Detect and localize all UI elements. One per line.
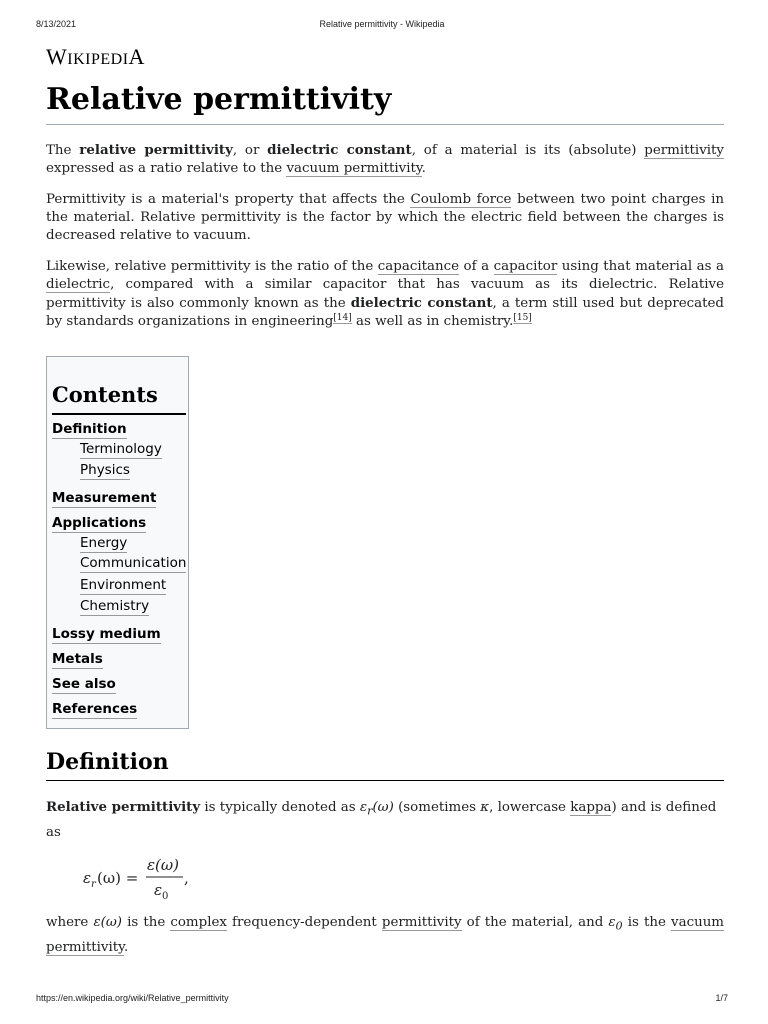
definition-equation	[83, 853, 203, 907]
text: , of a material is its (absolute)	[411, 143, 645, 158]
citation-link[interactable]: [14]	[333, 312, 352, 323]
math-inline	[359, 800, 394, 818]
print-title: Relative permittivity - Wikipedia	[319, 19, 445, 29]
text: of a	[459, 259, 494, 274]
text: between two point charges in the material. Relative permittivity is the factor by which the electric field between the charges is decreased relative to vacuum.	[46, 192, 724, 243]
bold-term: relative permittivity	[79, 142, 233, 158]
text: where	[46, 915, 94, 930]
eq-comma: ,	[184, 869, 189, 887]
text: , or	[232, 143, 268, 158]
math-subscript: r	[367, 804, 373, 818]
eq-lhs: ε	[83, 869, 92, 887]
toc-divider	[52, 413, 186, 415]
link-dielectric[interactable]: dielectric	[46, 277, 111, 292]
link-permittivity[interactable]: permittivity	[644, 143, 724, 158]
text: frequency-dependent	[226, 915, 382, 930]
text: .	[421, 161, 426, 176]
text: is typically denoted as	[200, 800, 360, 815]
logo-letter: A	[128, 44, 145, 69]
text: The	[46, 143, 80, 158]
text: (sometimes	[393, 800, 481, 815]
text: of the material, and	[461, 915, 609, 930]
toc-item-communication[interactable]: Communication	[80, 555, 187, 571]
section-heading-definition: Definition	[46, 749, 169, 775]
toc-item-applications[interactable]: Applications	[52, 515, 147, 531]
intro-paragraph-1	[46, 141, 724, 178]
eq-numerator: ε(ω)	[147, 856, 179, 874]
toc-item-chemistry[interactable]: Chemistry	[80, 598, 150, 614]
link-capacitance[interactable]: capacitance	[377, 259, 460, 274]
math-symbol: ε	[608, 915, 616, 930]
toc-item-definition[interactable]: Definition	[52, 421, 127, 437]
toc-item-environment[interactable]: Environment	[80, 577, 167, 593]
math-subscript: 0	[615, 919, 623, 933]
toc-item-measurement[interactable]: Measurement	[52, 490, 157, 506]
bold-term: Relative permittivity	[46, 799, 201, 815]
eq-lhs-sub: r	[91, 879, 96, 890]
eq-denominator-sub: 0	[162, 891, 169, 902]
section-divider	[46, 780, 724, 781]
intro-paragraph-2	[46, 191, 724, 245]
link-coulomb-force[interactable]: Coulomb force	[410, 192, 512, 207]
text: as well as in chemistry.	[351, 314, 514, 329]
bold-term: dielectric constant	[267, 142, 412, 158]
text: , a term still used but deprecated by standards organizations in engineering	[46, 296, 725, 329]
text: using that material as a	[557, 259, 725, 274]
math-symbol: ε(ω)	[93, 915, 122, 930]
link-vacuum-permittivity[interactable]: vacuum permittivity	[46, 915, 725, 955]
toc-item-references[interactable]: References	[52, 701, 138, 717]
text: expressed as a ratio relative to the	[46, 161, 287, 176]
print-header	[36, 19, 728, 29]
print-date: 8/13/2021	[36, 19, 77, 29]
link-complex[interactable]: complex	[170, 915, 227, 930]
toc-item-metals[interactable]: Metals	[52, 651, 103, 667]
text: Likewise, relative permittivity is the ratio of the	[46, 259, 378, 274]
intro-section	[46, 141, 724, 344]
text: , compared with a similar capacitor that has vacuum as its dielectric. Relative permittivity is also commonly known as the	[46, 277, 724, 311]
text: Permittivity is a material's property that affects the	[46, 192, 411, 207]
print-footer	[36, 993, 728, 1003]
eq-lhs-arg: (ω) =	[97, 869, 139, 887]
toc-item-energy[interactable]: Energy	[80, 535, 128, 551]
page-url: https://en.wikipedia.org/wiki/Relative_permittivity	[36, 993, 229, 1003]
link-kappa[interactable]: kappa	[570, 800, 612, 815]
link-vacuum-permittivity[interactable]: vacuum permittivity	[286, 161, 422, 176]
toc-item-physics[interactable]: Physics	[80, 462, 130, 478]
math-symbol: (ω)	[372, 800, 394, 815]
citation-link[interactable]: [15]	[513, 312, 532, 323]
definition-paragraph-1	[46, 797, 724, 843]
equation-graphic	[83, 853, 203, 903]
text: ) and is defined as	[46, 800, 717, 840]
text: is the	[122, 915, 171, 930]
text: , lowercase	[489, 800, 571, 815]
page-number: 1/7	[715, 993, 728, 1003]
logo-letters: IKIPEDI	[67, 51, 129, 68]
math-symbol: κ	[480, 800, 490, 815]
link-permittivity[interactable]: permittivity	[381, 915, 462, 930]
bold-term: dielectric constant	[350, 295, 493, 311]
toc-item-lossy-medium[interactable]: Lossy medium	[52, 626, 161, 642]
eq-denominator: ε	[154, 881, 163, 899]
table-of-contents	[46, 356, 189, 729]
wikipedia-logo[interactable]	[46, 44, 145, 70]
intro-paragraph-3	[46, 258, 724, 331]
math-inline	[608, 915, 623, 933]
definition-paragraph-2	[46, 912, 724, 958]
title-divider	[46, 124, 724, 125]
link-capacitor[interactable]: capacitor	[493, 259, 558, 274]
toc-title: Contents	[52, 382, 158, 407]
text: .	[123, 939, 129, 955]
page-title: Relative permittivity	[46, 82, 392, 117]
logo-letter: W	[46, 44, 68, 69]
math-symbol: ε	[359, 800, 368, 815]
toc-item-terminology[interactable]: Terminology	[80, 441, 162, 457]
toc-item-see-also[interactable]: See also	[52, 676, 116, 692]
text: is the	[622, 915, 672, 930]
